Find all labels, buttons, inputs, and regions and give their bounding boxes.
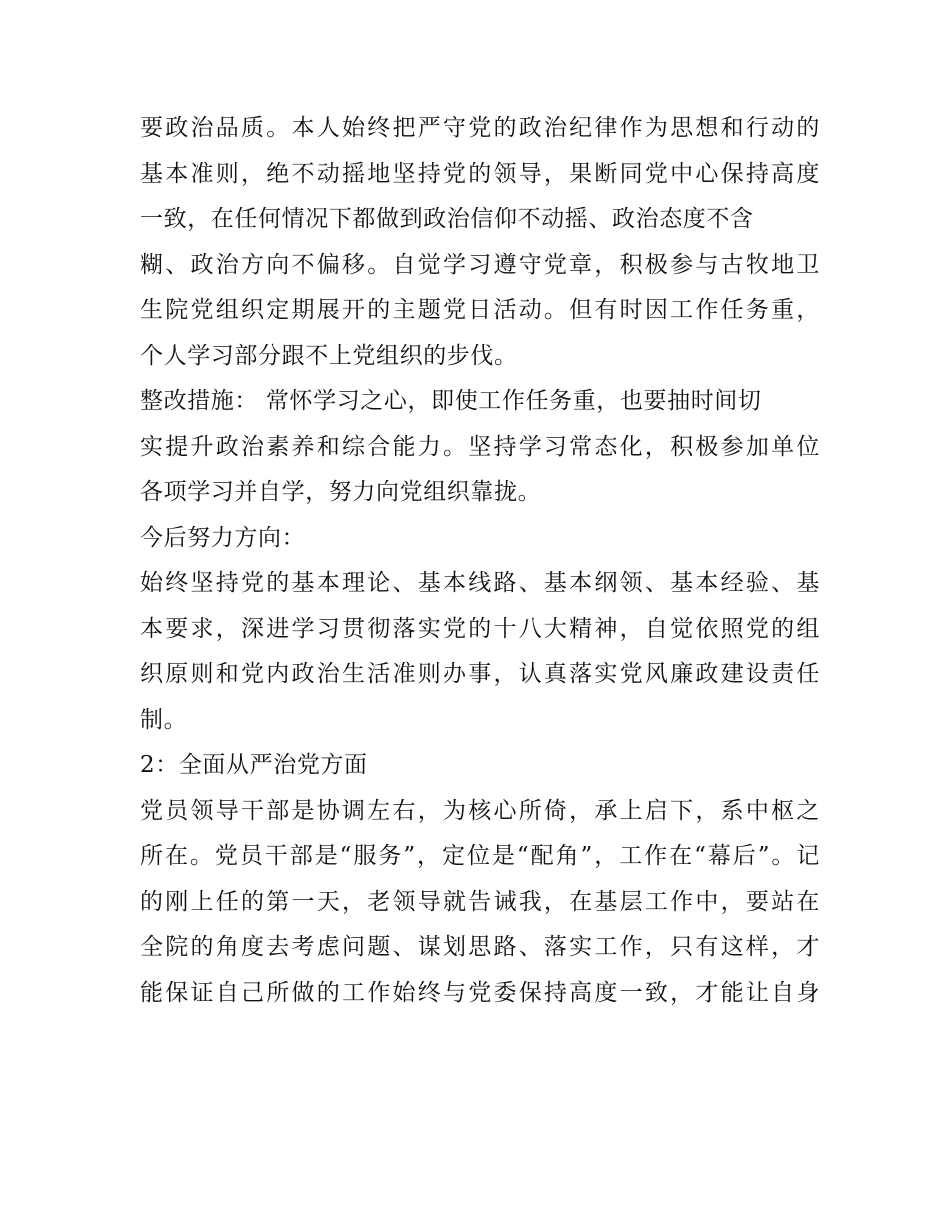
text-line: 各项学习并自学，努力向党组织靠拢。 [140, 479, 542, 505]
text-line: 能保证自己所做的工作始终与党委保持高度一致，才能让自身 [140, 979, 820, 1006]
section-heading: 今后努力方向： [140, 524, 306, 551]
text-line: 党员领导干部是协调左右，为核心所倚，承上启下，系中枢之 [140, 797, 820, 824]
text-line: 全院的角度去考虑问题、谋划思路、落实工作，只有这样，才 [140, 934, 820, 960]
text-line: 整改措施： 常怀学习之心，即使工作任务重，也要抽时间切 [140, 388, 762, 414]
text-line: 织原则和党内政治生活准则办事，认真落实党风廉政建设责任 [140, 661, 820, 687]
text-line: 的刚上任的第一天，老领导就告诫我，在基层工作中，要站在 [140, 888, 820, 915]
text-line: 生院党组织定期展开的主题党日活动。但有时因工作任务重， [140, 297, 820, 323]
text-line: 糊、政治方向不偏移。自觉学习遵守党章，积极参与古牧地卫 [140, 251, 820, 278]
text-line: 一致，在任何情况下都做到政治信仰不动摇、政治态度不含 [140, 206, 754, 232]
text-line: 实提升政治素养和综合能力。坚持学习常态化，积极参加单位 [140, 433, 820, 460]
text-line: 始终坚持党的基本理论、基本线路、基本纲领、基本经验、基 [140, 570, 820, 596]
text-line: 制。 [140, 706, 188, 733]
document-body [140, 106, 820, 1016]
text-line: 所在。党员干部是“服务”，定位是“配角”，工作在“幕后”。记 [140, 843, 820, 869]
text-line: 本要求，深进学习贯彻落实党的十八大精神，自觉依照党的组 [140, 615, 820, 642]
section-heading: 2：全面从严治党方面 [140, 752, 368, 778]
text-line: 要政治品质。本人始终把严守党的政治纪律作为思想和行动的 [140, 115, 820, 141]
text-line: 个人学习部分跟不上党组织的步伐。 [140, 342, 518, 369]
text-line: 基本准则，绝不动摇地坚持党的领导，果断同党中心保持高度 [140, 160, 820, 187]
